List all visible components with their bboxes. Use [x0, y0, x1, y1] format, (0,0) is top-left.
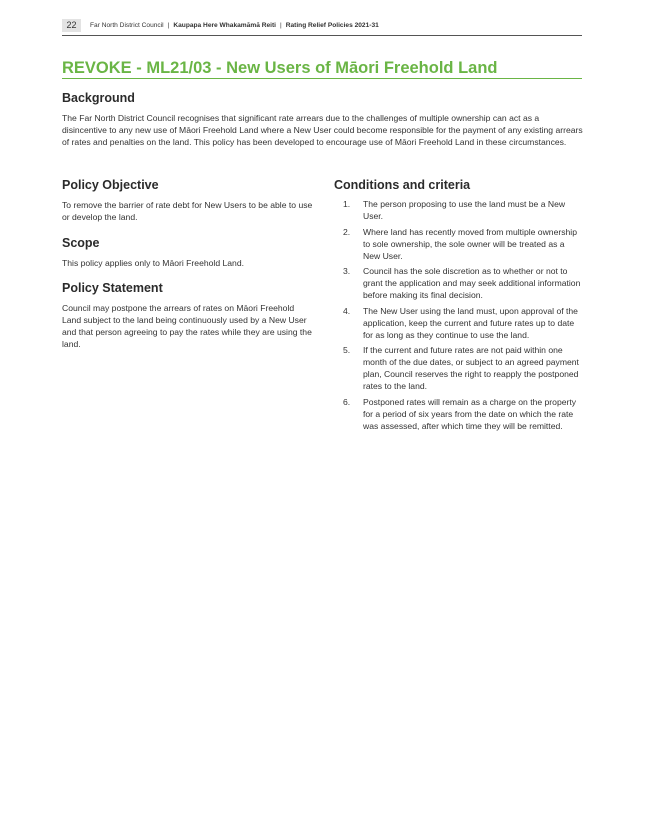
- list-item: [334, 396, 584, 432]
- list-item-text: Council has the sole discretion as to whether or not to grant the application and may seek additional information before making its final decision.: [363, 266, 581, 300]
- header-separator: |: [279, 22, 282, 29]
- header-separator: |: [167, 22, 170, 29]
- conditions-list: [334, 198, 584, 435]
- header-organisation: Far North District Council: [90, 22, 164, 29]
- list-item-number: 1.: [343, 199, 351, 209]
- scope-heading: Scope: [62, 236, 100, 250]
- policy-statement-text: Council may postpone the arrears of rates on Māori Freehold Land subject to the land being continuously used by a New User and that person agreeing to pay the rates while they are using the land.: [62, 303, 312, 349]
- list-item-text: If the current and future rates are not paid within one month of the due dates, or subject to an agreed payment plan, Council reserves the right to reapply the postponed rates to the land.: [363, 345, 579, 391]
- list-item-number: 4.: [343, 305, 351, 316]
- policy-objective-text: To remove the barrier of rate debt for New Users to be able to use or develop the land.: [62, 200, 313, 222]
- list-item: [334, 226, 584, 262]
- list-item-number: 5.: [343, 345, 351, 355]
- policy-statement-heading: Policy Statement: [62, 281, 163, 295]
- policy-objective-heading: Policy Objective: [62, 178, 159, 192]
- list-item-number: 3.: [343, 266, 351, 276]
- list-item-number: 2.: [343, 226, 351, 237]
- scope-text: This policy applies only to Māori Freehold Land.: [62, 258, 244, 268]
- header-section: Rating Relief Policies 2021-31: [285, 22, 379, 29]
- background-heading: Background: [62, 91, 135, 105]
- list-item: [334, 265, 584, 301]
- page-header: [62, 19, 582, 36]
- header-document-title: Kaupapa Here Whakamāmā Reiti: [173, 22, 276, 29]
- header-text: [90, 22, 379, 29]
- list-item-text: Where land has recently moved from multiple ownership to sole ownership, the sole owner will be treated as a New User.: [363, 226, 577, 261]
- list-item-text: The person proposing to use the land must be a New User.: [363, 199, 566, 221]
- background-text: The Far North District Council recognises that significant rate arrears due to the challenges of multiple ownership can act as a disincentive to any new use of Māori Freehold Land where a New User could become responsible for the payment of any existing arrears of rates and penalties on the land. This policy has been developed to encourage use of Māori Freehold Land in these circumstances.: [62, 113, 583, 147]
- list-item-number: 6.: [343, 396, 351, 407]
- list-item-text: The New User using the land must, upon approval of the application, keep the current and future rates up to date for as long as they continue to use the land.: [363, 305, 578, 340]
- list-item: [334, 198, 584, 222]
- list-item-text: Postponed rates will remain as a charge on the property for a period of six years from the date on which the rate was assessed, after which time they will be remitted.: [363, 396, 577, 431]
- page-title: REVOKE - ML21/03 - New Users of Māori Freehold Land: [62, 58, 582, 79]
- list-item: [334, 344, 584, 392]
- conditions-heading: Conditions and criteria: [334, 178, 471, 192]
- list-item: [334, 305, 584, 341]
- page-number: 22: [62, 19, 81, 32]
